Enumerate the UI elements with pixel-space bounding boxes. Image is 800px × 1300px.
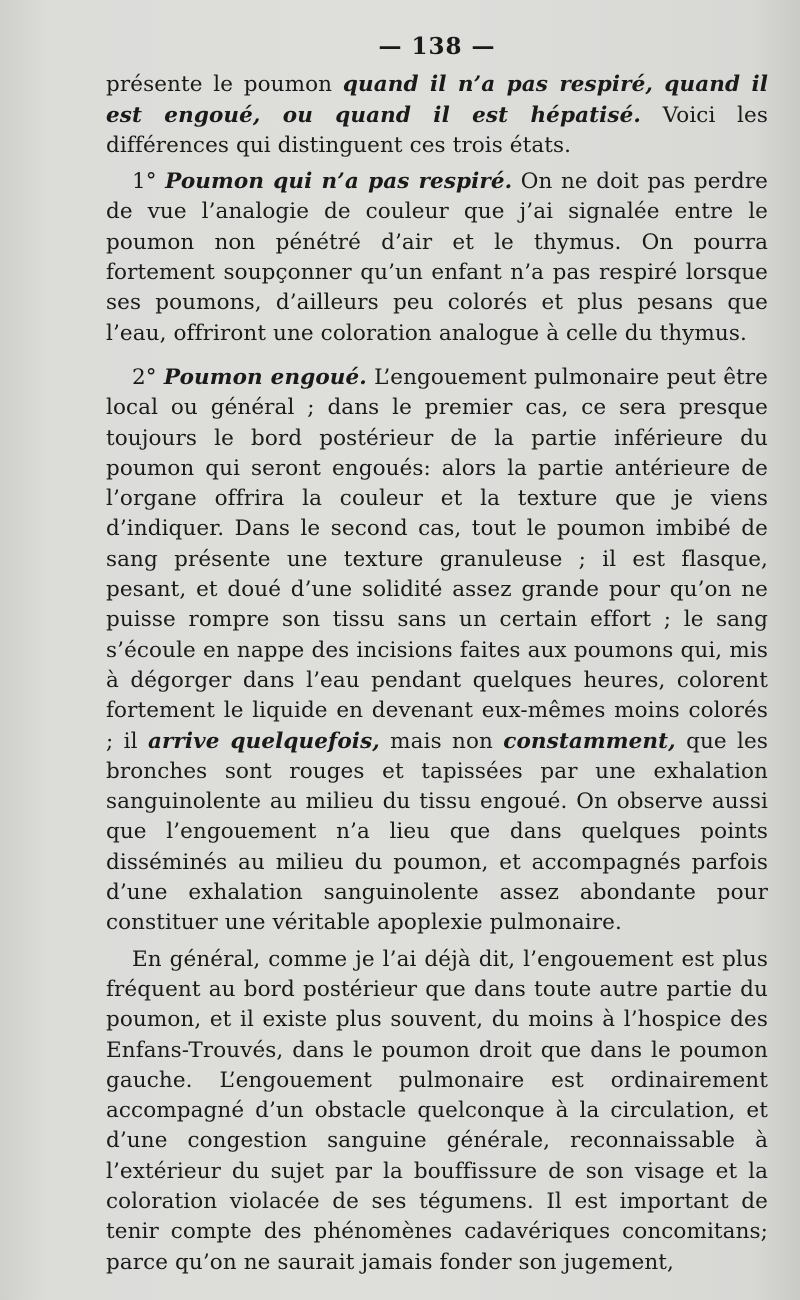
text-run: 2° <box>132 364 164 390</box>
italic-run: arrive quelquefois, <box>147 728 380 754</box>
text-run: On ne doit pas perdre de vue l’analogie de couleur que j’ai signalée entre le poumon non pénétré d’air et le thymus. On pourra fortement soupçonner qu’un enfant n’a pas respiré lorsque ses poumons, d’ailleurs peu colorés et plus pesans que l’eau, offriront une coloration analogue à celle du thymus. <box>106 169 768 346</box>
page-number: — 138 — <box>378 33 496 60</box>
text-run: L’engouement pulmonaire peut être local ou général ; dans le premier cas, ce sera presque toujours le bord postérieur de la partie inférieure du poumon qui seront engoués: alors la partie antérieure de l’organe offrira la couleur et la texture que je viens d’indiquer. Dans le second cas, tout le poumon imbibé de sang présente une texture granuleuse ; il est flasque, pesant, et doué d’une solidité assez grande pour qu’on ne puisse rompre son tissu sans un certain effort ; le sang s’écoule en nappe des incisions faites aux poumons qui, mis à dégorger dans l’eau pendant quelques heures, colorent fortement le liquide en devenant eux-mêmes moins colorés ; il <box>106 364 768 754</box>
text-run: Voici les différences qui distinguent ces trois états. <box>106 102 768 158</box>
paragraph-2 <box>106 167 768 349</box>
italic-run: quand il n’a pas respiré, quand il est engoué, ou quand il est hépatisé. <box>106 72 769 128</box>
paragraph-3 <box>106 363 768 939</box>
italic-run: constamment, <box>503 728 676 754</box>
text-run: présente le poumon <box>106 72 343 98</box>
italic-run: Poumon engoué. <box>163 364 367 390</box>
text-run: 1° <box>132 169 166 195</box>
page-text <box>106 32 768 1292</box>
text-run: En général, comme je l’ai déjà dit, l’engouement est plus fréquent au bord postérieur que dans toute autre partie du poumon, et il existe plus souvent, du moins à l’hospice des Enfans-Trouvés, dans le poumon droit que dans le poumon gauche. L’engouement pulmonaire est ordinairement accompagné d’un obstacle quelconque à la circulation, et d’une congestion sanguine générale, reconnaissable à l’extérieur du sujet par la bouffissure de son visage et la coloration violacée de ses tégumens. Il est important de tenir compte des phénomènes cadavériques concomitans; parce qu’on ne saurait jamais fonder son jugement, <box>106 946 768 1275</box>
text-run: que les bronches sont rouges et tapissées par une exhalation sanguinolente au milieu du tissu engoué. On observe aussi que l’engouement n’a lieu que dans quelques points disséminés au milieu du poumon, et accompagnés parfois d’une exhalation sanguinolente assez abondante pour constituer une véritable apoplexie pulmonaire. <box>106 728 768 936</box>
text-run: mais non <box>379 728 504 754</box>
paragraph-1 <box>106 70 768 161</box>
paragraph-4 <box>106 945 768 1278</box>
italic-run: Poumon qui n’a pas respiré. <box>165 169 513 195</box>
